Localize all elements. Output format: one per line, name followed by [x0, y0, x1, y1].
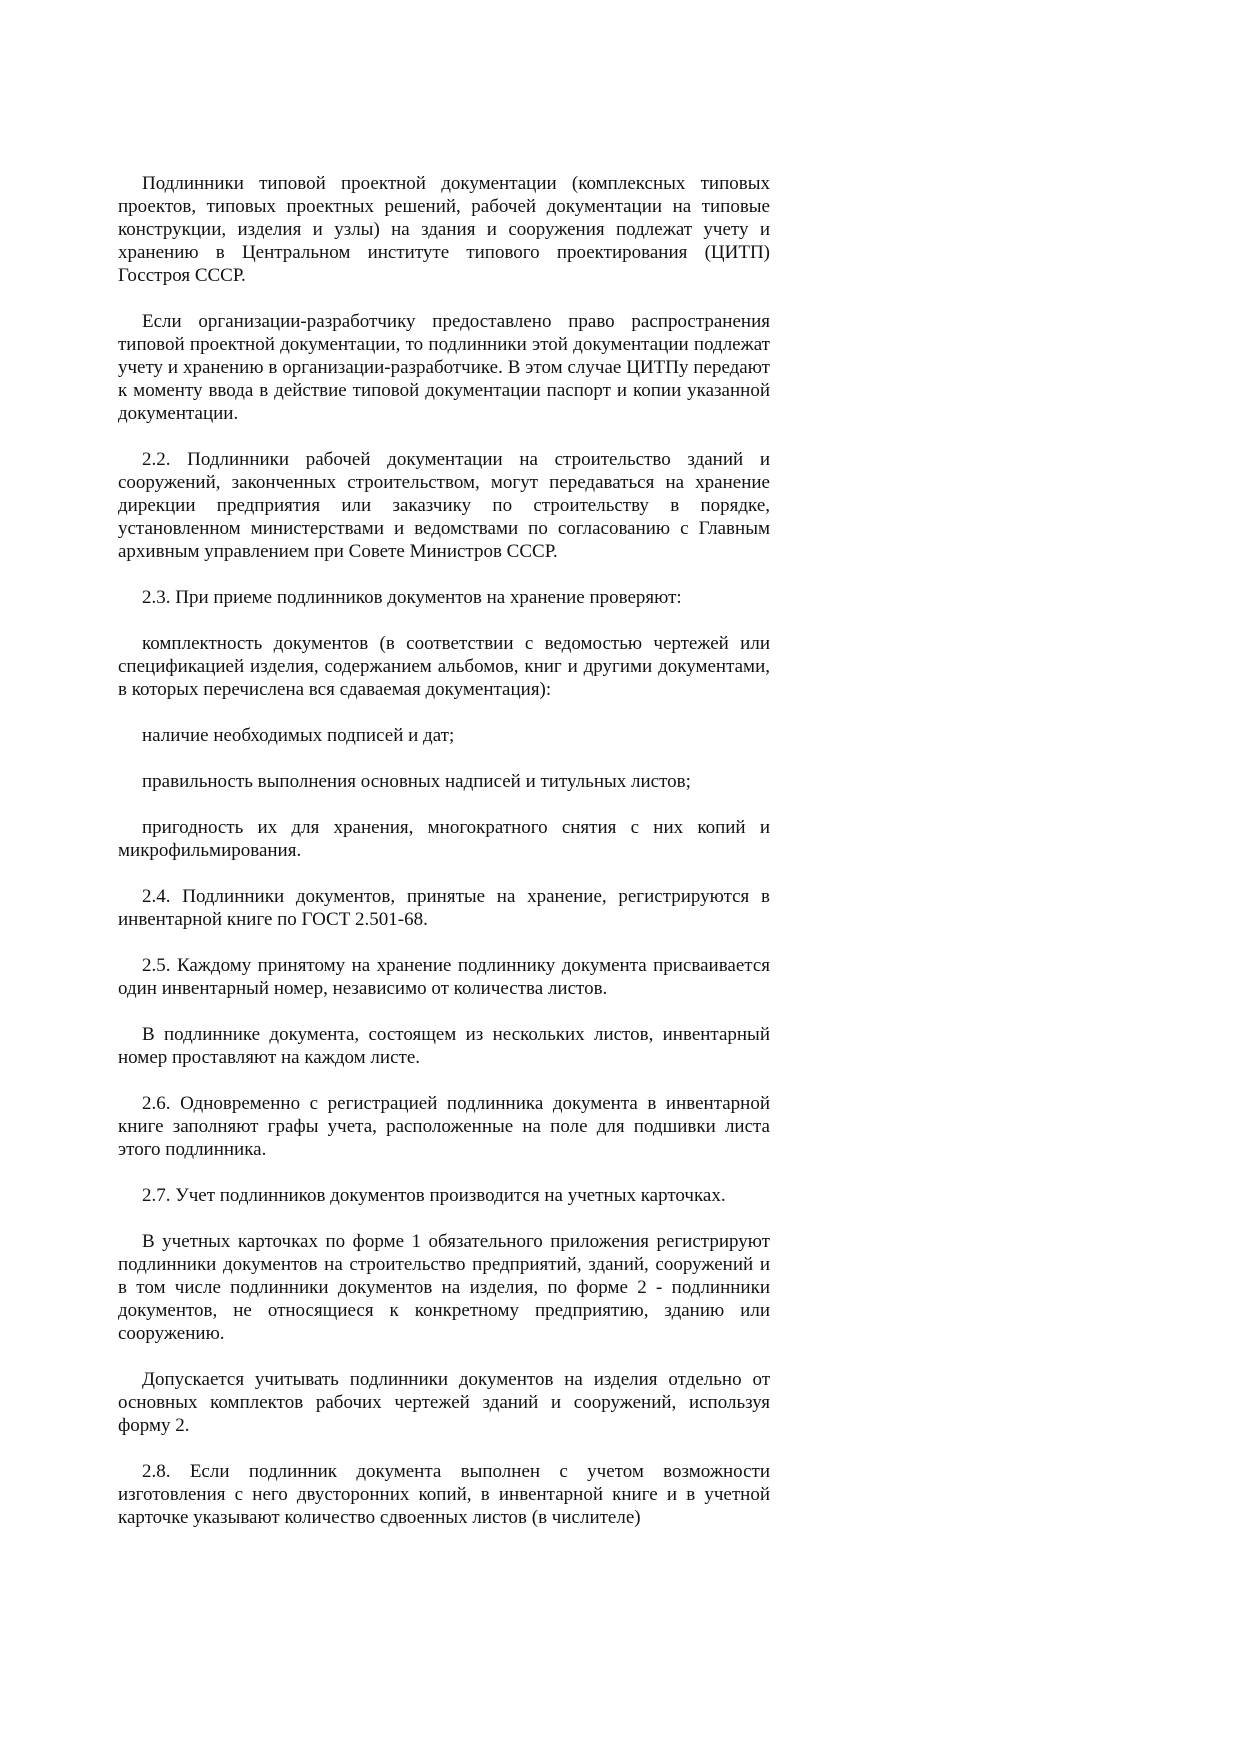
paragraph-2-7: 2.7. Учет подлинников документов производится на учетных карточках.	[142, 1185, 726, 1206]
paragraph-2-3: 2.3. При приеме подлинников документов на хранение проверяют:	[142, 587, 682, 608]
paragraph-signatures: наличие необходимых подписей и дат;	[142, 725, 455, 746]
paragraph-suitability: пригодность их для хранения, многократного снятия с них копий и микрофильмирования.	[118, 817, 770, 861]
paragraph-2-4: 2.4. Подлинники документов, принятые на хранение, регистрируются в инвентарной книге по ГОСТ 2.501-68.	[118, 886, 770, 930]
document-body	[118, 172, 770, 1529]
paragraph-typical-docs-storage: Подлинники типовой проектной документации (комплексных типовых проектов, типовых проектных решений, рабочей документации на типовые конструкции, изделия и узлы) на здания и сооружения подлежат учету и хранению в Центральном институте типового проектирования (ЦИТП) Госстроя СССР.	[118, 173, 770, 286]
paragraph-2-2: 2.2. Подлинники рабочей документации на строительство зданий и сооружений, законченных строительством, могут передаваться на хранение дирекции предприятия или заказчику по строительству в порядке, установленном министерствами и ведомствами по согласованию с Главным архивным управлением при Совете Министров СССР.	[118, 449, 770, 562]
paragraph-form-1: В учетных карточках по форме 1 обязательного приложения регистрируют подлинники документов на строительство предприятий, зданий, сооружений и в том числе подлинники документов на изделия, по форме 2 - подлинники документов, не относящиеся к конкретному предприятию, зданию или сооружению.	[118, 1231, 770, 1344]
paragraph-inscriptions: правильность выполнения основных надписей и титульных листов;	[142, 771, 691, 792]
paragraph-multi-sheet: В подлиннике документа, состоящем из нескольких листов, инвентарный номер проставляют на каждом листе.	[118, 1024, 770, 1068]
paragraph-2-8: 2.8. Если подлинник документа выполнен с учетом возможности изготовления с него двусторонних копий, в инвентарной книге и в учетной карточке указывают количество сдвоенных листов (в числителе)	[118, 1461, 770, 1528]
paragraph-2-5: 2.5. Каждому принятому на хранение подлиннику документа присваивается один инвентарный номер, независимо от количества листов.	[118, 955, 770, 999]
paragraph-developer-rights: Если организации-разработчику предоставлено право распространения типовой проектной документации, то подлинники этой документации подлежат учету и хранению в организации-разработчике. В этом случае ЦИТПу передают к моменту ввода в действие типовой документации паспорт и копии указанной документации.	[118, 311, 770, 424]
paragraph-form-2: Допускается учитывать подлинники документов на изделия отдельно от основных комплектов рабочих чертежей зданий и сооружений, используя форму 2.	[118, 1369, 770, 1436]
paragraph-2-6: 2.6. Одновременно с регистрацией подлинника документа в инвентарной книге заполняют графы учета, расположенные на поле для подшивки листа этого подлинника.	[118, 1093, 770, 1160]
paragraph-completeness: комплектность документов (в соответствии с ведомостью чертежей или спецификацией изделия, содержанием альбомов, книг и другими документами, в которых перечислена вся сдаваемая документация):	[118, 633, 770, 700]
